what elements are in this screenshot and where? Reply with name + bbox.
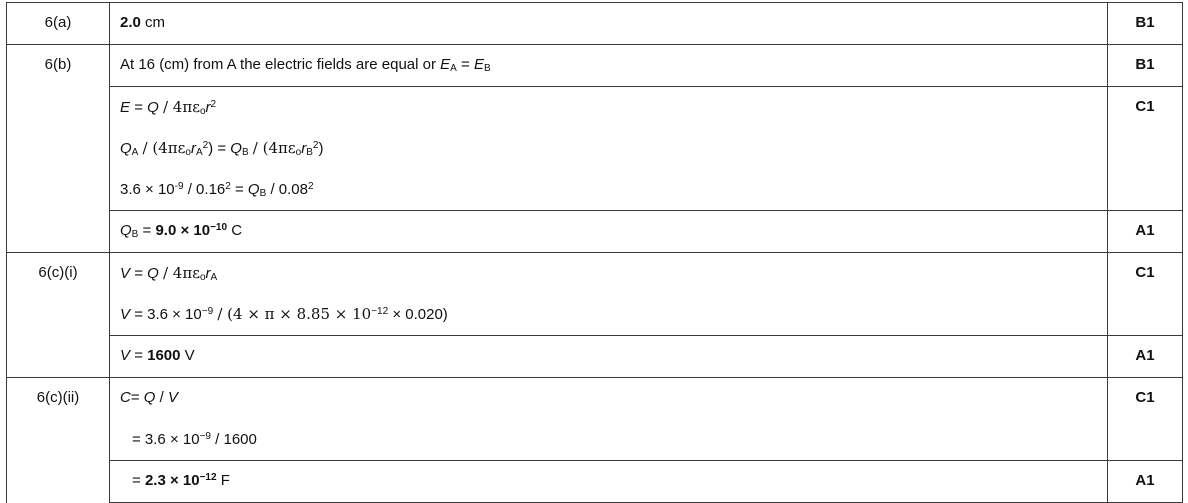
mark-cell: A1 — [1108, 211, 1183, 253]
table-row — [7, 87, 1183, 211]
working-cell: $V = Q / 4\pi\varepsilon_or_A$ $V = 3.6 \times 10^{-9} / (4 \times \pi \times 8.85 \times 10^{-12} \times 0.020)$ — [110, 253, 1108, 336]
table-row — [7, 378, 1183, 461]
answer-cell: 2.0 cm — [110, 3, 1108, 45]
mark-cell: C1 — [1108, 87, 1183, 211]
mark-scheme-table — [6, 2, 1183, 503]
mark-cell: C1 — [1108, 378, 1183, 461]
table-row — [7, 336, 1183, 378]
table-row — [7, 45, 1183, 87]
mark-cell: B1 — [1108, 3, 1183, 45]
answer-cell: At 16 (cm) from A the electric fields are equal or $E_A = E_B$ — [110, 45, 1108, 87]
question-number: 6(c)(ii) — [7, 378, 110, 503]
result-cell: $Q_B = 9.0 \times 10^{-10}$ C — [110, 211, 1108, 253]
question-number: 6(b) — [7, 45, 110, 253]
mark-cell: A1 — [1108, 461, 1183, 503]
question-number: 6(c)(i) — [7, 253, 110, 378]
question-number: 6(a) — [7, 3, 110, 45]
working-cell: $E = Q / 4\pi\varepsilon_or^2$ $Q_A / (4\pi\varepsilon_or_A^2) = Q_B / (4\pi\varepsilon_or_B^2)$ $3.6 \times 10^{-9} / 0.16^2 = Q_B / 0.08^2$ — [110, 87, 1108, 211]
table-row — [7, 461, 1183, 503]
working-cell: C= Q / V = $3.6 \times 10^{-9} / 1600$ — [110, 378, 1108, 461]
result-cell: V = 1600 V — [110, 336, 1108, 378]
table-row — [7, 211, 1183, 253]
mark-cell: C1 — [1108, 253, 1183, 336]
table-row — [7, 3, 1183, 45]
mark-cell: A1 — [1108, 336, 1183, 378]
result-cell: = $2.3 \times 10^{-12}$ F — [110, 461, 1108, 503]
table-row — [7, 253, 1183, 336]
mark-cell: B1 — [1108, 45, 1183, 87]
